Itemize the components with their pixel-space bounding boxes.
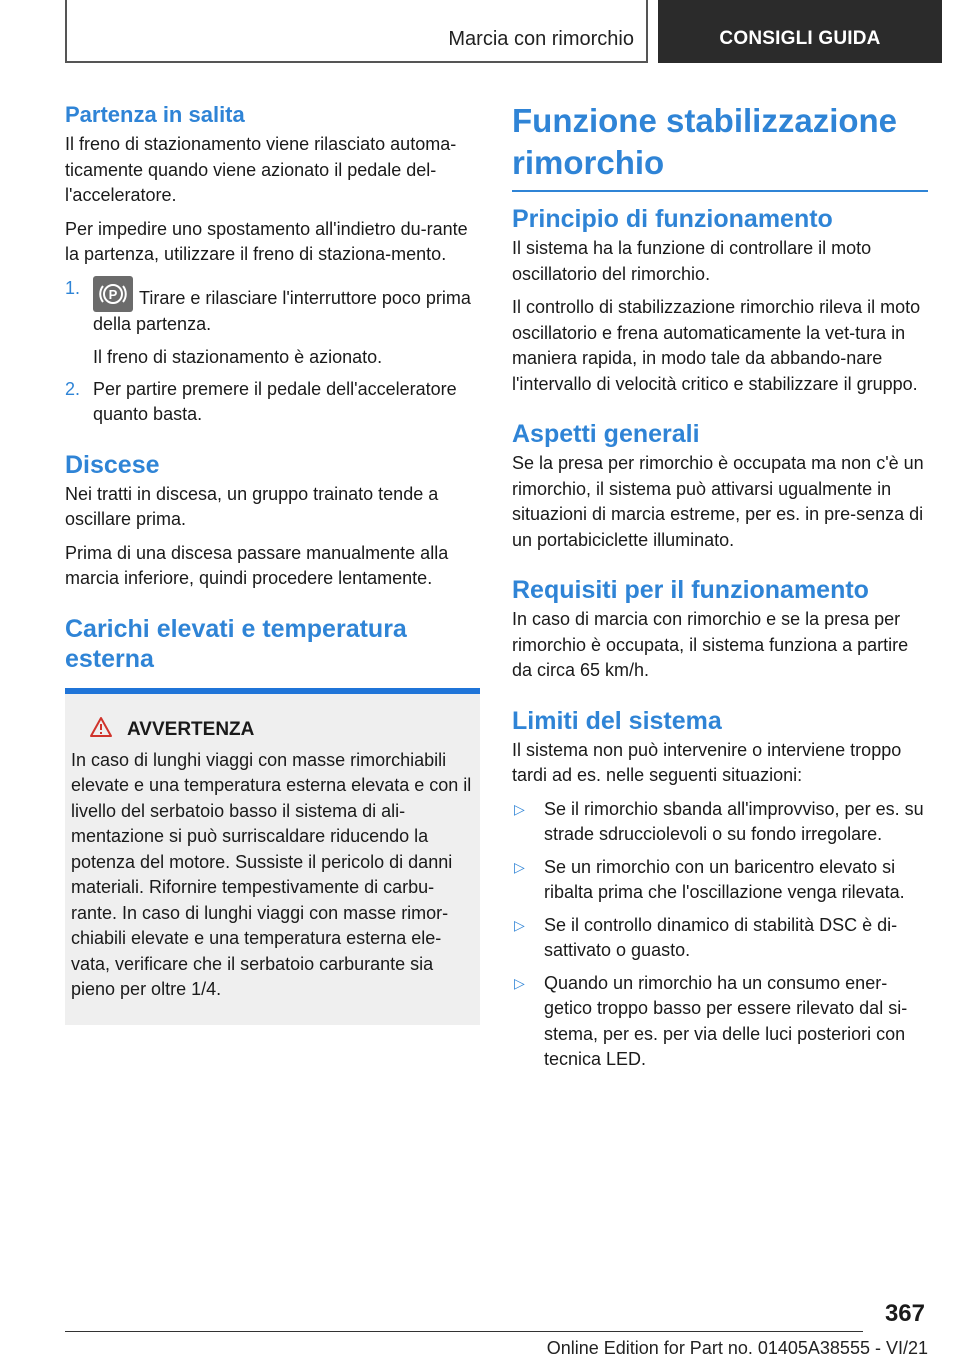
header-section-box <box>65 0 648 63</box>
header-chapter-box <box>658 0 942 63</box>
list-item-text: Quando un rimorchio ha un consumo ener-getico troppo basso per essere rilevato dal si-stema, per es. per via delle luci posteriori con tecnica LED. <box>544 972 908 1069</box>
step-number: 1. <box>65 277 81 298</box>
footer-divider <box>65 1331 863 1332</box>
bullet-marker-icon: ▷ <box>514 858 525 875</box>
uphill-paragraph-2: Per impedire uno spostamento all'indietro du-rante la partenza, utilizzare il freno di staziona-mento. <box>65 218 468 264</box>
steps-list <box>65 276 480 428</box>
parking-brake-icon <box>93 276 133 312</box>
bullet-marker-icon: ▷ <box>514 800 525 817</box>
list-item-text: Se il rimorchio sbanda all'improvviso, per es. su strade sdrucciolevoli o su fondo irregolare. <box>544 798 924 844</box>
principle-paragraph-2: Il controllo di stabilizzazione rimorchio rileva il moto oscillatorio e frena automaticamente la vet-tura in maniera rapida, in modo tale da abbando-nare l'intervallo di velocità critico e stabilizzare il gruppo. <box>512 297 921 394</box>
header-chapter-title: CONSIGLI GUIDA <box>719 28 881 49</box>
general-paragraph-1: Se la presa per rimorchio è occupata ma non c'è un rimorchio, il sistema può attivarsi ugualmente in situazioni di marcia estreme, per es. in pre-senza di un portabiciclette illuminato. <box>512 453 924 550</box>
step-number: 2. <box>65 378 81 399</box>
system-limits-paragraph: Il sistema non può intervenire o interviene troppo tardi ad es. nelle seguenti situazioni: <box>512 739 902 785</box>
list-item-text: Se il controllo dinamico di stabilità DSC è di-sattivato o guasto. <box>544 914 898 960</box>
warning-triangle-icon <box>89 716 113 744</box>
page-number: 367 <box>884 1300 925 1327</box>
step-item <box>65 377 480 428</box>
list-item <box>512 913 928 964</box>
step-text: Per partire premere il pedale dell'acceleratore quanto basta. <box>93 378 457 424</box>
high-loads-heading: Carichi elevati e temperatura esterna <box>65 614 407 673</box>
footer-edition: Online Edition for Part no. 01405A38555 - VI/21 <box>546 1338 928 1358</box>
uphill-start-heading: Partenza in salita <box>65 102 245 127</box>
limits-list <box>512 797 928 1073</box>
list-item <box>512 855 928 906</box>
bullet-marker-icon: ▷ <box>514 974 525 991</box>
requirements-paragraph-1: In caso di marcia con rimorchio e se la presa per rimorchio è occupata, il sistema funziona a partire da circa 65 km/h. <box>512 609 909 680</box>
header-section-title: Marcia con rimorchio <box>448 28 634 50</box>
principle-paragraph-1: Il sistema ha la funzione di controllare il moto oscillatorio del rimorchio. <box>512 238 872 284</box>
list-item-text: Se un rimorchio con un baricentro elevato si ribalta prima che l'oscillazione venga rilevata. <box>544 856 905 902</box>
uphill-paragraph-1: Il freno di stazionamento viene rilasciato automa-ticamente quando viene azionato il pedale del-l'acceleratore. <box>65 134 457 205</box>
warning-text: In caso di lunghi viaggi con masse rimorchiabili elevate e una temperatura esterna elevata e con il livello del serbatoio basso il sistema di ali-mentazione si può surriscaldare riducendo la potenza del motore. Sussiste il pericolo di danni materiali. Rifornire tempestivamente di carbu-rante. In caso di lunghi viaggi con masse rimor-chiabili elevate e una temperatura esterna ele-vata, verificare che il serbatoio carburante sia pieno per oltre 1/4. <box>71 749 472 999</box>
right-column <box>512 100 928 1080</box>
descents-paragraph-1: Nei tratti in discesa, un gruppo trainato tende a oscillare prima. <box>65 483 439 529</box>
descents-heading: Discese <box>65 450 160 479</box>
title-divider <box>512 190 928 192</box>
requirements-heading: Requisiti per il funzionamento <box>512 576 869 604</box>
left-column <box>65 100 480 1025</box>
principle-heading: Principio di funzionamento <box>512 205 833 233</box>
step-item <box>65 276 480 371</box>
descents-paragraph-2: Prima di una discesa passare manualmente alla marcia inferiore, quindi procedere lentamente. <box>65 542 449 588</box>
trailer-stabilization-title: Funzione stabilizzazione rimorchio <box>512 102 898 181</box>
step-result: Il freno di stazionamento è azionato. <box>93 347 383 367</box>
general-heading: Aspetti generali <box>512 420 700 448</box>
step-text: Tirare e rilasciare l'interruttore poco prima della partenza. <box>93 287 471 334</box>
list-item <box>512 797 928 848</box>
list-item <box>512 971 928 1073</box>
bullet-marker-icon: ▷ <box>514 916 525 933</box>
warning-title: AVVERTENZA <box>127 718 255 740</box>
system-limits-heading: Limiti del sistema <box>512 706 722 735</box>
warning-box <box>65 688 480 1025</box>
svg-text:P: P <box>108 286 118 302</box>
